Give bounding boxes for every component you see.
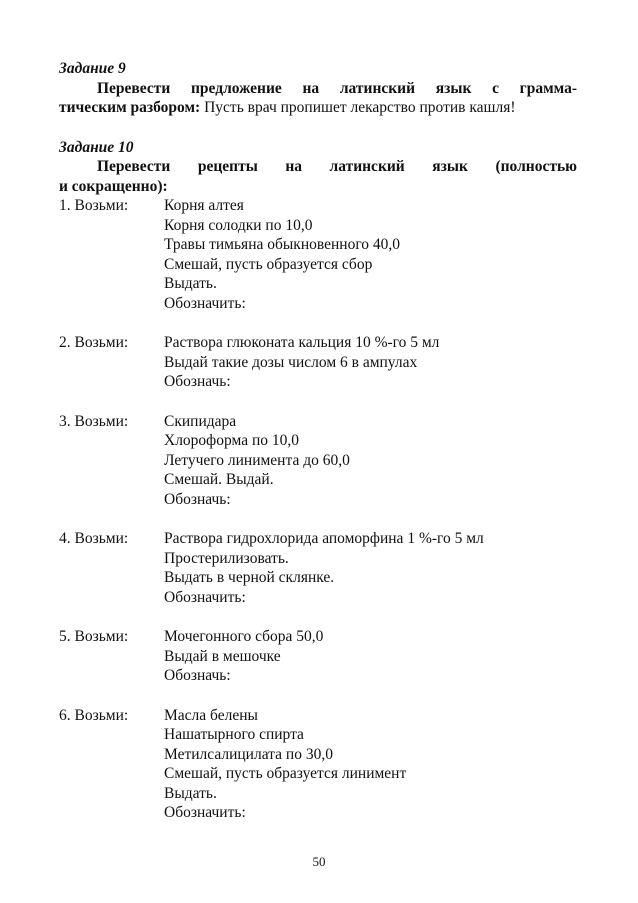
recipe-label: 3. Возьми:	[59, 412, 129, 430]
task-10-instruction-text: Перевести рецепты на латинский язык (полностью	[97, 158, 577, 175]
recipe-line: Смешай, пусть образуется сбор	[164, 255, 373, 273]
recipe-label: 6. Возьми:	[59, 706, 129, 724]
recipe-line: Хлороформа по 10,0	[164, 432, 299, 449]
recipe-line: Летучего линимента до 60,0	[164, 451, 350, 469]
recipe-2	[59, 333, 577, 392]
recipe-6	[59, 706, 577, 823]
task-9-instruction-line-1	[59, 79, 577, 99]
page-number: 50	[312, 854, 326, 869]
recipe-line: Обозначить:	[164, 588, 246, 606]
recipe-line: Выдать.	[164, 784, 217, 802]
recipe-label: 1. Возьми:	[59, 197, 129, 214]
recipe-label: 2. Возьми:	[59, 334, 129, 351]
recipe-label: 5. Возьми:	[59, 628, 129, 645]
recipe-5	[59, 627, 577, 686]
task-10-instruction-line-1	[59, 157, 577, 177]
task-9-instruction-bold-end: тическим разбором:	[59, 99, 201, 116]
page-content	[59, 59, 577, 823]
recipe-lines	[164, 196, 577, 313]
recipe-line: Травы тимьяна обыкновенного 40,0	[164, 236, 401, 253]
recipe-label: 4. Возьми:	[59, 530, 129, 547]
recipe-line: Обозначить:	[164, 294, 246, 312]
recipe-line: Обозначь:	[164, 490, 231, 508]
recipe-line: Смешай, пусть образуется линимент	[164, 765, 407, 782]
recipe-line: Выдай в мешочке	[164, 647, 281, 665]
recipe-lines	[164, 529, 577, 607]
recipe-line: Скипидара	[164, 412, 237, 430]
recipe-line: Выдай такие дозы числом 6 в ампулах	[164, 353, 418, 371]
recipe-line: Мочегонного сбора 50,0	[164, 628, 324, 645]
recipe-line: Раствора гидрохлорида апоморфина 1 %-го 5 мл	[164, 530, 484, 547]
recipe-lines	[164, 627, 577, 686]
task-9-instruction-line-2	[59, 98, 577, 118]
task-9-sentence: Пусть врач пропишет лекарство против кашля!	[200, 99, 516, 116]
recipe-line: Масла белены	[164, 706, 258, 724]
recipe-line: Смешай. Выдай.	[164, 471, 274, 488]
task-10-title: Задание 10	[59, 138, 134, 156]
recipe-3	[59, 412, 577, 510]
recipe-line: Обозначить:	[164, 804, 246, 821]
recipe-line: Корня алтея	[164, 197, 244, 214]
recipe-line: Выдать.	[164, 275, 217, 292]
recipe-line: Раствора глюконата кальция 10 %-го 5 мл	[164, 334, 440, 351]
recipe-line: Обозначь:	[164, 667, 231, 684]
recipe-line: Выдать в черной склянке.	[164, 569, 335, 586]
recipe-1	[59, 196, 577, 313]
recipe-line: Метилсалицилата по 30,0	[164, 745, 333, 763]
recipe-lines	[164, 412, 577, 510]
recipe-line: Нашатырного спирта	[164, 726, 304, 743]
task-10-instruction-line-2: и сокращенно):	[59, 177, 168, 195]
task-9-instruction-text: Перевести предложение на латинский язык с грамма-	[97, 79, 577, 97]
recipe-lines	[164, 706, 577, 823]
recipe-line: Простерилизовать.	[164, 549, 289, 567]
recipe-line: Обозначь:	[164, 373, 231, 390]
task-9-title: Задание 9	[59, 60, 126, 77]
recipe-lines	[164, 333, 577, 392]
recipe-4	[59, 529, 577, 607]
recipe-line: Корня солодки по 10,0	[164, 216, 313, 234]
